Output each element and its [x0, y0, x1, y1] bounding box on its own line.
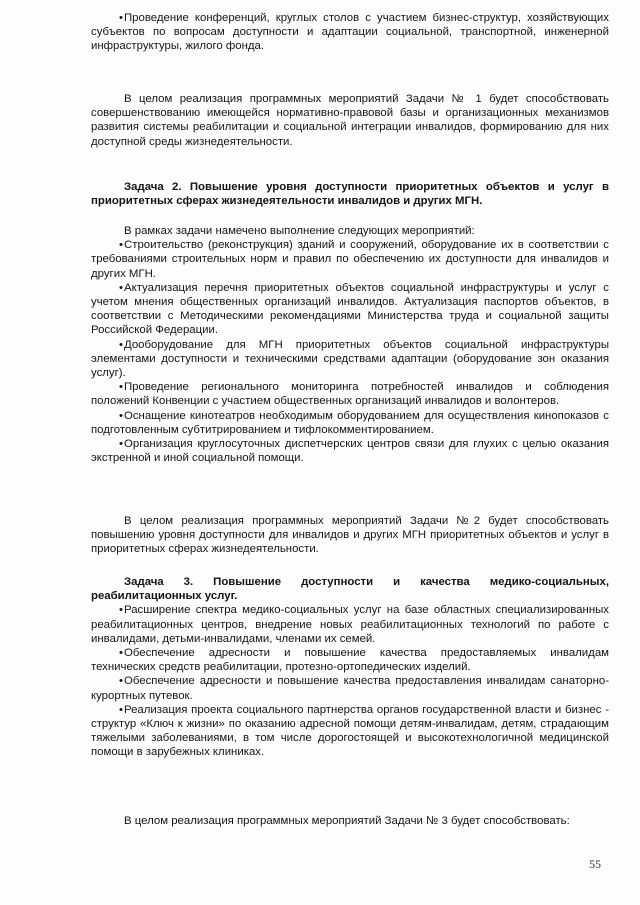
block-summary-task2 [91, 514, 609, 557]
paragraph: В целом реализация программных мероприятий Задачи № 3 будет способствовать: [124, 815, 570, 827]
page-number: 55 [589, 857, 601, 871]
block-summary-task3 [91, 814, 609, 828]
section-heading: Задача 2. Повышение уровня доступности приоритетных объектов и услуг в приоритетных сферах жизнедеятельности инвалидов и других МГН. [91, 181, 609, 208]
block-summary-task1 [91, 92, 609, 149]
block-heading-task2 [91, 180, 609, 208]
bullet-item: • Проведение конференций, круглых столов с участием бизнес-структур, хозяйствующих субъектов по вопросам доступности и адаптации социальной, транспортной, инженерной инфраструктуры, жилого фонда. [91, 11, 609, 54]
bullet-item: • Обеспечение адресности и повышение качества предоставления инвалидам санаторно-курортных путевок. [91, 674, 609, 702]
bullet-item: • Актуализация перечня приоритетных объектов социальной инфраструктуры и услуг с учетом мнения общественных организаций инвалидов. Актуализация паспортов объектов, в соответствии с Методическими рекомендациями Министерства труда и социальной защиты Российской Федерации. [91, 281, 609, 338]
bullet-item: • Строительство (реконструкция) зданий и сооружений, оборудование их в соответствии с требованиями строительных норм и правил по обеспечению их доступности для инвалидов и других МГН. [91, 238, 609, 281]
bullet-item: • Дооборудование для МГН приоритетных объектов социальной инфраструктуры элементами доступности и техническими средствами адаптации (оборудование зон оказания услуг). [91, 338, 609, 381]
paragraph: В целом реализация программных мероприятий Задачи № 1 будет способствовать совершенствованию имеющейся нормативно-правовой базы и организационных механизмов развития системы реабилитации и социальной интеграции инвалидов, формированию для них доступной среды жизнедеятельности. [91, 93, 609, 148]
bullet-item: • Организация круглосуточных диспетчерских центров связи для глухих с целью оказания экстренной и иной социальной помощи. [91, 437, 609, 465]
bullet-item: • Обеспечение адресности и повышение качества предоставляемых инвалидам технических средств реабилитации, протезно-ортопедических изделий. [91, 646, 609, 674]
block-bullet-conferences [91, 11, 609, 54]
block-heading-task3 [91, 575, 609, 760]
bullet-item: • Расширение спектра медико-социальных услуг на базе областных специализированных реабилитационных центров, внедрение новых реабилитационных технологий по работе с инвалидами, детьми-инвалидами, членами их семей. [91, 603, 609, 646]
paragraph: В рамках задачи намечено выполнение следующих мероприятий: [124, 225, 475, 237]
paragraph: В целом реализация программных мероприятий Задачи №2 будет способствовать повышению уровня доступности для инвалидов и других МГН приоритетных объектов и услуг в приоритетных сферах жизнедеятельности. [91, 515, 609, 556]
section-heading: Задача 3. Повышение доступности и качества медико-социальных, реабилитационных услуг. [91, 576, 609, 603]
bullet-item: • Оснащение кинотеатров необходимым оборудованием для осуществления кинопоказов с подготовленным субтитрированием и тифлокомментированием. [91, 409, 609, 437]
bullet-item: • Проведение регионального мониторинга потребностей инвалидов и соблюдения положений Конвенции с участием общественных организаций инвалидов и волонтеров. [91, 380, 609, 408]
block-task2-intro [91, 224, 609, 465]
bullet-item: • Реализация проекта социального партнерства органов государственной власти и бизнес - структур «Ключ к жизни» по оказанию адресной помощи детям-инвалидам, детям, страдающим тяжелыми заболеваниями, в том числе дорогостоящей и высокотехнологичной медицинской помощи в зарубежных клиниках. [91, 703, 609, 760]
